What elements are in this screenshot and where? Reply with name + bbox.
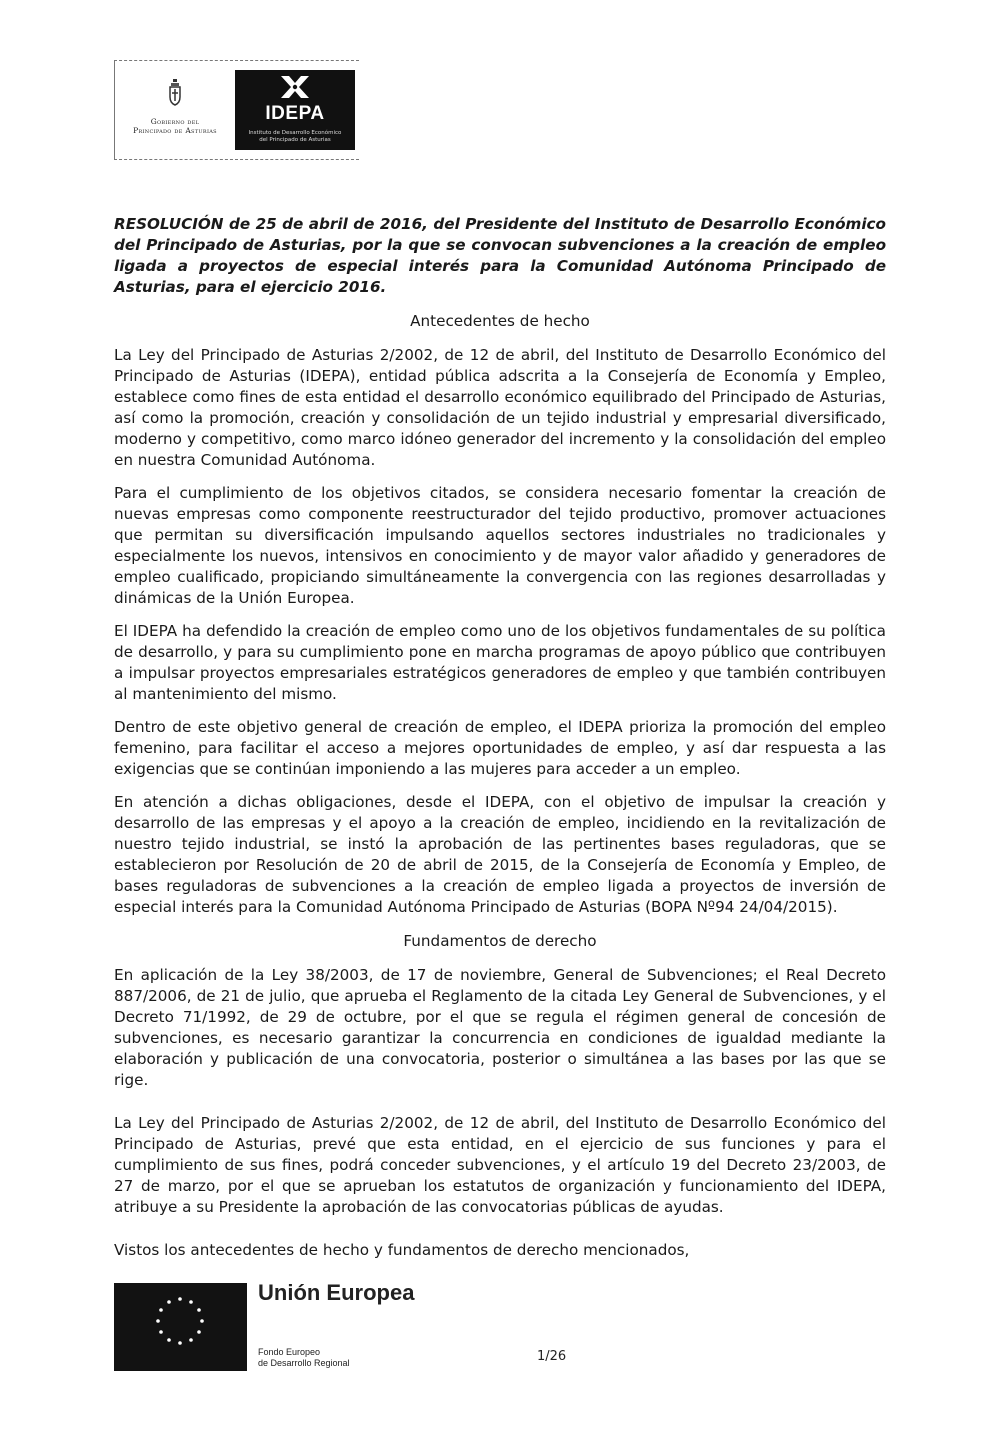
heading-fundamentos: Fundamentos de derecho [403,932,597,950]
paragraph-1: La Ley del Principado de Asturias 2/2002, de 12 de abril, del Instituto de Desarrollo Económico del Principado de Asturias (IDEPA), entidad pública adscrita a la Consejería de Economía y Empleo, establece como fines de esta entidad el desarrollo económico equilibrado del Principado de Asturias, así como la promoción, creación y consolidación de un tejido industrial y empresarial diversificado, moderno y competitivo, como marco idóneo generador del incremento y la consolidación del empleo en nuestra Comunidad Autónoma. [114,346,886,469]
eu-fund-line2: de Desarrollo Regional [258,1358,350,1368]
eu-flag-icon [114,1283,247,1371]
paragraph-4: Dentro de este objetivo general de creación de empleo, el IDEPA prioriza la promoción del empleo femenino, para facilitar el acceso a mejores oportunidades de empleo, y así dar respuesta a las exigencias que se continúan imponiendo a las mujeres para acceder a un empleo. [114,718,886,778]
idepa-logo-sub1: Instituto de Desarrollo Económico [248,130,342,136]
coat-of-arms-icon [167,77,183,107]
eu-fund-line1: Fondo Europeo [258,1347,321,1357]
idepa-emblem-icon [279,74,311,100]
gobierno-asturias-logo [115,61,235,159]
idepa-logo-name: IDEPA [265,103,325,124]
document-body [114,214,886,1261]
gov-logo-line2: Principado de Asturias [133,126,217,135]
gov-logo-line1: Gobierno del [150,117,200,126]
eu-stars-icon [114,1283,247,1371]
idepa-logo-sub2: del Principado de Asturias [259,137,331,143]
header-logos [114,60,359,160]
idepa-logo [235,70,355,150]
paragraph-3: El IDEPA ha defendido la creación de empleo como uno de los objetivos fundamentales de su política de desarrollo, y para su cumplimiento pone en marcha programas de apoyo público que contribuyen a impulsar proyectos empresariales estratégicos generadores de empleo y que también contribuyen al mantenimiento del mismo. [114,622,886,703]
document-title: RESOLUCIÓN de 25 de abril de 2016, del Presidente del Instituto de Desarrollo Económico del Principado de Asturias, por la que se convocan subvenciones a la creación de empleo ligada a proyectos de especial interés para la Comunidad Autónoma Principado de Asturias, para el ejercicio 2016. [114,215,886,296]
paragraph-5: En atención a dichas obligaciones, desde el IDEPA, con el objetivo de impulsar la creación y desarrollo de las empresas y el apoyo a la creación de empleo, incidiendo en la revitalización de nuestro tejido industrial, se instó la aprobación de las pertinentes bases reguladoras, que se establecieron por Resolución de 20 de abril de 2015, de la Consejería de Economía y Empleo, de bases reguladoras de subvenciones a la creación de empleo ligada a proyectos de inversión de especial interés para la Comunidad Autónoma Principado de Asturias (BOPA Nº94 24/04/2015). [114,793,886,916]
paragraph-7: La Ley del Principado de Asturias 2/2002, de 12 de abril, del Instituto de Desarrollo Económico del Principado de Asturias, prevé que esta entidad, en el ejercicio de sus funciones y para el cumplimiento de sus fines, podrá conceder subvenciones, y el artículo 19 del Decreto 23/2003, de 27 de marzo, por el que se aprueban los estatutos de organización y funcionamiento del IDEPA, atribuye a su Presidente la aprobación de las convocatorias públicas de ayudas. [114,1114,886,1216]
paragraph-2: Para el cumplimiento de los objetivos citados, se considera necesario fomentar la creación de nuevas empresas como componente reestructurador del tejido productivo, promover actuaciones que permitan su diversificación impulsando aquellos sectores industriales no tradicionales y especialmente los nuevos, intensivos en conocimiento y de mayor valor añadido y generadores de empleo cualificado, propiciando simultáneamente la convergencia con las regiones desarrolladas y dinámicas de la Unión Europea. [114,484,886,607]
heading-antecedentes: Antecedentes de hecho [410,312,590,330]
paragraph-6: En aplicación de la Ley 38/2003, de 17 de noviembre, General de Subvenciones; el Real Decreto 887/2006, de 21 de julio, que aprueba el Reglamento de la citada Ley General de Subvenciones, y el Decreto 71/1992, de 29 de octubre, por el que se regula el régimen general de concesión de subvenciones, es necesario garantizar la concurrencia en condiciones de igualdad mediante la elaboración y publicación de una convocatoria, posterior o simultánea a las bases por las que se rige. [114,966,886,1089]
eu-title: Unión Europea [258,1280,415,1305]
page-number: 1/26 [537,1349,567,1364]
closing-line: Vistos los antecedentes de hecho y fundamentos de derecho mencionados, [114,1241,690,1259]
